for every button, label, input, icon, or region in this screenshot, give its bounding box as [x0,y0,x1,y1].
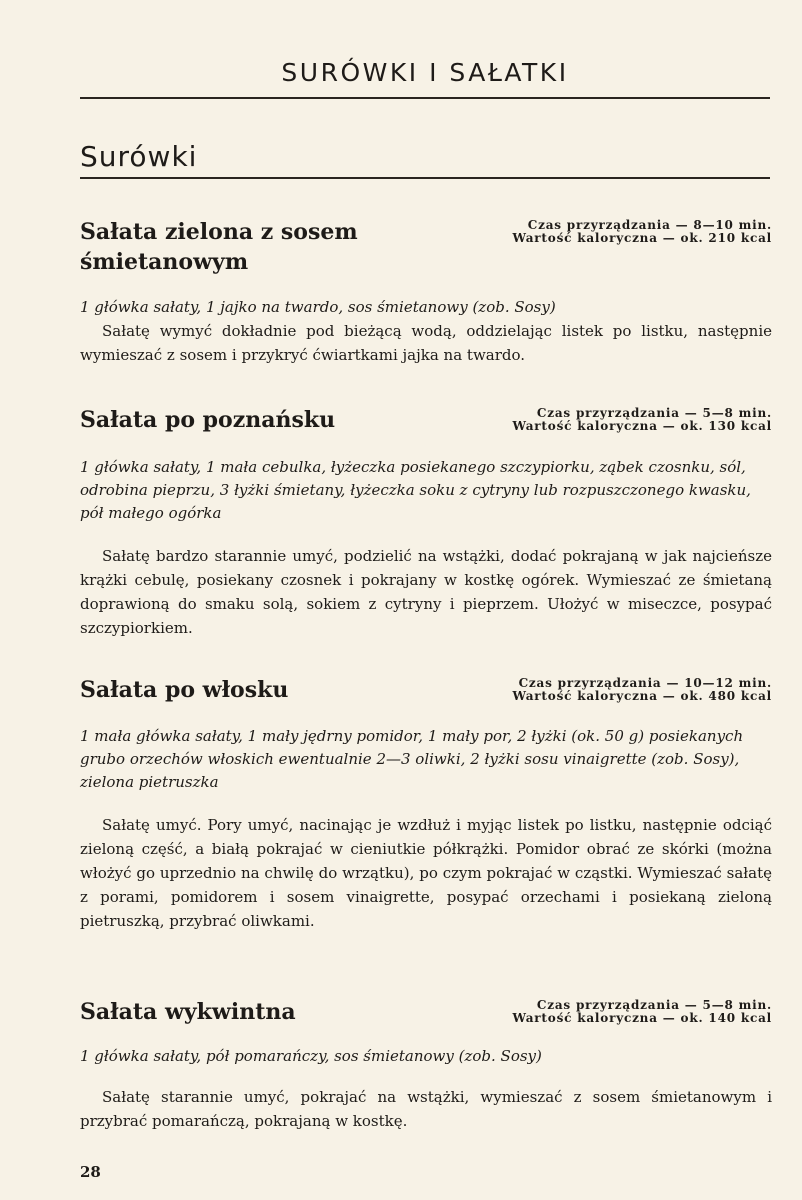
recipe-title-line: Sałata po poznańsku [80,407,336,433]
prep-time: Czas przyrządzania — 5—8 min. [536,998,772,1012]
calorie-value: Wartość kaloryczna — ok. 130 kcal [512,419,772,433]
recipe-meta-3 [513,677,773,703]
recipe-meta-4 [513,999,773,1025]
ingredients-2: 1 główka sałaty, 1 mała cebulka, łyżeczka posiekanego szczypiorku, ząbek czosnku, sól, odrobina pieprzu, 3 łyżki śmietany, łyżeczka soku z cytryny lub rozpuszczonego kwasku, pół małego ogórka [80,458,751,522]
recipe-title-line: śmietanowym [80,249,249,275]
method-1: Sałatę wymyć dokładnie pod bieżącą wodą, oddzielając listek po listku, następnie wymieszać z sosem i przykryć ćwiartkami jajka na twardo. [80,322,772,364]
calorie-value: Wartość kaloryczna — ok. 140 kcal [512,1011,772,1025]
recipe-meta-2 [513,407,773,433]
page-number: 28 [80,1163,101,1181]
book-chapter-title: SURÓWKI I SAŁATKI [281,58,569,87]
ingredients-3: 1 mała główka sałaty, 1 mały jędrny pomidor, 1 mały por, 2 łyżki (ok. 50 g) posiekanych grubo orzechów włoskich ewentualnie 2—3 oliwki, 2 łyżki sosu vinaigrette (zob. Sosy), zielona pietruszka [80,727,744,791]
recipe-title-line: Sałata wykwintna [80,999,296,1025]
section-rule [80,177,770,179]
calorie-value: Wartość kaloryczna — ok. 480 kcal [512,689,772,703]
ingredients-1: 1 główka sałaty, 1 jajko na twardo, sos śmietanowy (zob. Sosy) [80,298,556,316]
prep-time: Czas przyrządzania — 10—12 min. [518,676,772,690]
recipe-title-line: Sałata po włosku [80,677,289,703]
method-4: Sałatę starannie umyć, pokrajać na wstążki, wymieszać z sosem śmietanowym i przybrać pomarańczą, pokrajaną w kostkę. [80,1088,772,1130]
section-title: Surówki [80,140,198,173]
prep-time: Czas przyrządzania — 5—8 min. [536,406,772,420]
recipe-title-1 [80,217,450,277]
method-2: Sałatę bardzo starannie umyć, podzielić na wstążki, dodać pokrajaną w jak najcieńsze krążki cebulę, posiekany czosnek i pokrajany w kostkę ogórek. Wymieszać ze śmietaną doprawioną do smaku solą, sokiem z cytryny i pieprzem. Ułożyć w miseczce, posypać szczypiorkiem. [80,547,772,637]
ingredients-4: 1 główka sałaty, pół pomarańczy, sos śmietanowy (zob. Sosy) [80,1047,542,1065]
recipe-title-2 [80,405,450,435]
recipe-title-line: Sałata zielona z sosem [80,219,358,245]
recipe-meta-1 [513,219,773,245]
recipe-title-4 [80,997,450,1027]
header-rule [80,97,770,99]
recipe-title-3 [80,675,450,705]
prep-time: Czas przyrządzania — 8—10 min. [527,218,772,232]
calorie-value: Wartość kaloryczna — ok. 210 kcal [512,231,772,245]
method-3: Sałatę umyć. Pory umyć, nacinając je wzdłuż i myjąc listek po listku, następnie odciąć zieloną część, a białą pokrajać w cieniutkie półkrążki. Pomidor obrać ze skórki (można włożyć go uprzednio na chwilę do wrzątku), po czym pokrajać w cząstki. Wymieszać sałatę z porami, pomidorem i sosem vinaigrette, posypać orzechami i posiekaną zieloną pietruszką, przybrać oliwkami. [80,816,772,930]
